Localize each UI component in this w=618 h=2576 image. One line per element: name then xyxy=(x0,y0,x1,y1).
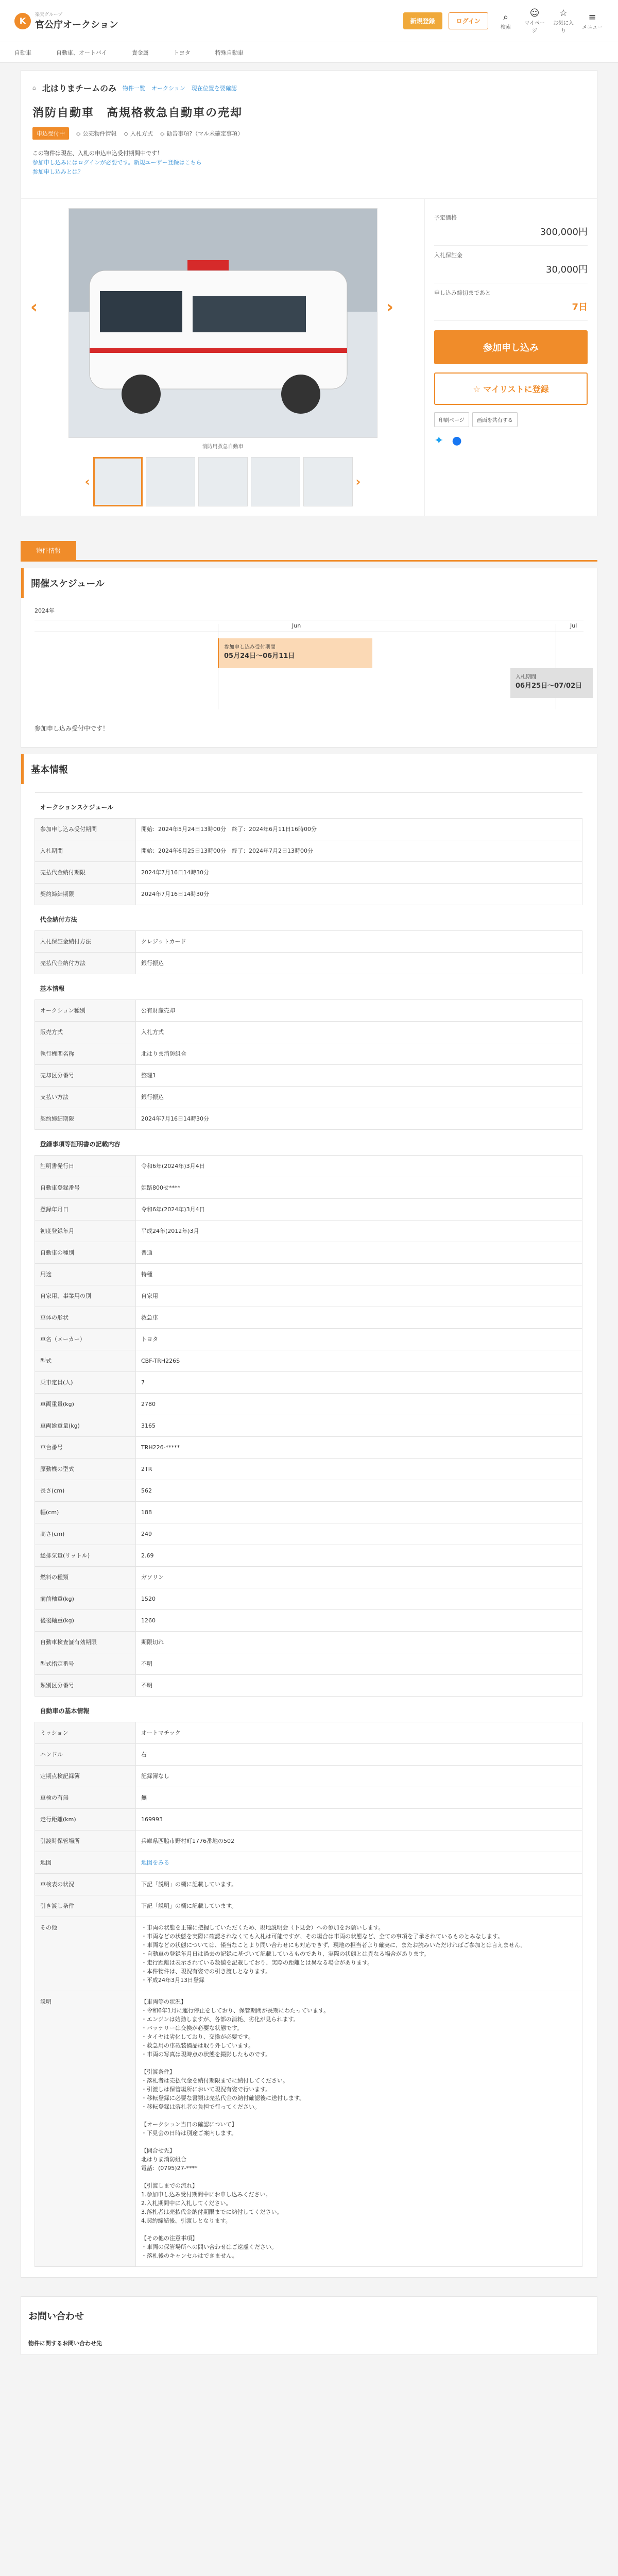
schedule-note: 参加申し込み受付中です！ xyxy=(35,725,109,732)
table-key: 車体の形状 xyxy=(35,1307,136,1329)
table-group-label: オークションスケジュール xyxy=(35,793,582,819)
table-value: ・車両の状態を正確に把握していただくため、現地説明会（下見会）への参加をお願いします。 ・車両などの状態を実際に確認されなくても入札は可能ですが、その場合は車両の状態など、全ての事項を了承されているものとみなします。 ・車両などの状態については、僅当なことより問い合わせにも対応できず、現地の担当者より確実に、またお読みいただければご参加とは言えません。 ・自動車の登録年月日は過去の記録に基づいて記載しているものであり、実際の状態とは異なる場合があります。 ・走行距離は表示されている数値を記載しており、実際の距離とは異なる場合があります。 ・本件物件は、現況有姿での引き渡しとなります。 ・平成24年3月13日登録 xyxy=(136,1917,582,1991)
table-row xyxy=(35,1264,582,1285)
table-key: 定期点検記録簿 xyxy=(35,1766,136,1787)
table-key: 自家用、事業用の別 xyxy=(35,1285,136,1307)
apply-button[interactable]: 参加申し込み xyxy=(434,330,588,364)
table-key: 型式 xyxy=(35,1350,136,1372)
table-key: オークション種別 xyxy=(35,1000,136,1022)
table-key: 証明書発行日 xyxy=(35,1156,136,1177)
table-value: 姫路800せ**** xyxy=(136,1177,582,1199)
table-key: 契約締結期限 xyxy=(35,884,136,905)
table-row xyxy=(35,840,582,862)
thumbnail[interactable] xyxy=(198,457,248,506)
table-key: 後後軸重(kg) xyxy=(35,1610,136,1632)
table-key: 販売方式 xyxy=(35,1022,136,1043)
table-value: 平成24年(2012年)3月 xyxy=(136,1221,582,1242)
thumbnail[interactable] xyxy=(251,457,300,506)
next-arrow-icon[interactable]: › xyxy=(386,297,393,317)
table-key: 車名（メーカー） xyxy=(35,1329,136,1350)
table-row xyxy=(35,1895,582,1917)
table-key: 入札期間 xyxy=(35,840,136,862)
table-value: 無 xyxy=(136,1787,582,1809)
table-key: 長さ(cm) xyxy=(35,1480,136,1502)
site-logo[interactable] xyxy=(14,11,118,31)
table-value: 2TR xyxy=(136,1459,582,1480)
month-label: Jul xyxy=(570,622,577,629)
tab-item-info[interactable]: 物件情報 xyxy=(21,541,76,560)
tag-row xyxy=(32,127,586,140)
table-row xyxy=(35,1480,582,1502)
table-row xyxy=(35,1087,582,1108)
table-row xyxy=(35,1766,582,1787)
table-row xyxy=(35,862,582,884)
table-key: 参加申し込み受付期間 xyxy=(35,819,136,840)
table-key: 走行距離(km) xyxy=(35,1809,136,1831)
table-key: 燃料の種類 xyxy=(35,1567,136,1588)
table-row xyxy=(35,1108,582,1130)
table-value: 銀行振込 xyxy=(136,1087,582,1108)
table-key: 売払代金納付方法 xyxy=(35,953,136,974)
login-button[interactable]: ログイン xyxy=(449,12,488,29)
table-row xyxy=(35,1415,582,1437)
table-key: 引き渡し条件 xyxy=(35,1895,136,1917)
table-value: 2024年7月16日14時30分 xyxy=(136,884,582,905)
bid-period-bar: 入札期間 06月25日～07/02日 xyxy=(510,668,593,698)
table-key: 高さ(cm) xyxy=(35,1523,136,1545)
search-icon: ⌕ xyxy=(503,11,509,23)
org-name[interactable]: 北はりまチームのみ xyxy=(42,83,116,93)
table-key: 型式指定番号 xyxy=(35,1653,136,1675)
table-value: 2.69 xyxy=(136,1545,582,1567)
table-value: トヨタ xyxy=(136,1329,582,1350)
check-icon: ◇ xyxy=(124,130,128,137)
price-panel xyxy=(425,199,597,516)
table-row xyxy=(35,1831,582,1852)
nav-item[interactable]: 自動車、オートバイ xyxy=(56,49,107,56)
table-value: 北はりま消防組合 xyxy=(136,1043,582,1065)
table-key: 説明 xyxy=(35,1991,136,2267)
nav-item[interactable]: 貴金属 xyxy=(131,49,149,56)
table-group-label: 登録事項等証明書の記載内容 xyxy=(35,1130,582,1156)
thumbnail[interactable] xyxy=(93,457,143,506)
star-icon: ☆ xyxy=(559,8,568,19)
menu-tool[interactable]: ≡ メニュー xyxy=(582,11,603,30)
month-label: Jun xyxy=(292,622,301,629)
table-value: 整理1 xyxy=(136,1065,582,1087)
table-value: ガソリン xyxy=(136,1567,582,1588)
table-row xyxy=(35,1022,582,1043)
table-key: 車両重量(kg) xyxy=(35,1394,136,1415)
table-value: 7 xyxy=(136,1372,582,1394)
table-value: 期限切れ xyxy=(136,1632,582,1653)
share-screen-button[interactable]: 画面を共有する xyxy=(472,412,518,427)
inquiry-title: お問い合わせ xyxy=(28,2311,84,2322)
table-value: 249 xyxy=(136,1523,582,1545)
table-row xyxy=(35,1722,582,1744)
notice-login-link[interactable]: 参加申し込みにはログインが必要です。新規ユーザー登録はこちら xyxy=(32,159,202,166)
table-key: 車検表の状況 xyxy=(35,1874,136,1895)
facebook-icon[interactable]: ● xyxy=(452,434,462,447)
tag-item: ◇ 公売物件情報 xyxy=(76,130,117,137)
table-key: 原動機の型式 xyxy=(35,1459,136,1480)
table-row xyxy=(35,1221,582,1242)
logo-name: 官公庁オークション xyxy=(35,20,118,30)
tag-item: ◇ 勧告事項?（マル未確定事項） xyxy=(160,130,244,137)
table-value: 2780 xyxy=(136,1394,582,1415)
register-button[interactable]: 新規登録 xyxy=(403,12,442,29)
table-value: 2024年7月16日14時30分 xyxy=(136,1108,582,1130)
notice-line: この物件は現在、入札の申込申込受付期間中です！ xyxy=(32,150,163,157)
breadcrumb xyxy=(32,82,586,94)
table-key: 用途 xyxy=(35,1264,136,1285)
thumbnail-strip xyxy=(30,457,415,506)
table-value: 1260 xyxy=(136,1610,582,1632)
table-row xyxy=(35,1567,582,1588)
notice xyxy=(32,149,586,177)
status-badge: 申込受付中 xyxy=(32,127,69,140)
table-row xyxy=(35,1065,582,1087)
table-row xyxy=(35,1307,582,1329)
table-key: 引渡時保管場所 xyxy=(35,1831,136,1852)
table-row xyxy=(35,1329,582,1350)
schedule-section xyxy=(21,568,597,748)
table-row xyxy=(35,1588,582,1610)
table-value: 令和6年(2024年)3月4日 xyxy=(136,1199,582,1221)
pin-icon: ⌂ xyxy=(32,84,36,91)
ambulance-photo-icon xyxy=(69,209,377,438)
table-key: 地図 xyxy=(35,1852,136,1874)
table-row xyxy=(35,1545,582,1567)
table-value: 開始：2024年5月24日13時00分 終了：2024年6月11日16時00分 xyxy=(136,819,582,840)
table-value: 公有財産売却 xyxy=(136,1000,582,1022)
table-key: 執行機関名称 xyxy=(35,1043,136,1065)
person-icon: ☺ xyxy=(529,8,540,19)
price-row: 入札保証金 30,000円 xyxy=(434,246,588,283)
table-row xyxy=(35,974,582,1000)
schedule-year: 2024年 xyxy=(35,607,55,614)
table-row xyxy=(35,1130,582,1156)
table-key: 登録年月日 xyxy=(35,1199,136,1221)
table-key: 類別区分番号 xyxy=(35,1675,136,1697)
mypage-tool[interactable]: ☺ マイページ xyxy=(523,8,546,34)
table-row xyxy=(35,1156,582,1177)
table-row xyxy=(35,1285,582,1307)
table-row xyxy=(35,1242,582,1264)
check-icon: ◇ xyxy=(76,130,81,137)
table-row xyxy=(35,1653,582,1675)
crumb-list[interactable]: 物件一覧 xyxy=(123,84,145,92)
inquiry-section xyxy=(21,2296,597,2355)
table-key: 車検の有無 xyxy=(35,1787,136,1809)
table-key: 売払代金納付期限 xyxy=(35,862,136,884)
table-row xyxy=(35,1675,582,1697)
nav-item[interactable]: 自動車 xyxy=(14,49,31,56)
top-bar xyxy=(0,0,618,42)
crumb-auction[interactable]: オークション xyxy=(151,84,185,92)
check-icon: ◇ xyxy=(160,130,165,137)
table-value: 特種 xyxy=(136,1264,582,1285)
table-value: 下記「説明」の欄に記載しています。 xyxy=(136,1874,582,1895)
table-row xyxy=(35,1000,582,1022)
thumb-next-icon[interactable]: › xyxy=(355,474,361,489)
star-icon: ☆ xyxy=(473,384,484,394)
table-row xyxy=(35,1437,582,1459)
table-row xyxy=(35,1177,582,1199)
table-key: 車両総重量(kg) xyxy=(35,1415,136,1437)
table-row xyxy=(35,1199,582,1221)
table-value: 自家用 xyxy=(136,1285,582,1307)
crumb-location[interactable]: 現在位置を要確認 xyxy=(191,84,237,92)
menu-icon: ≡ xyxy=(588,11,596,23)
table-row xyxy=(35,1744,582,1766)
table-key: 自動車登録番号 xyxy=(35,1177,136,1199)
table-value: 開始：2024年6月25日13時00分 終了：2024年7月2日13時00分 xyxy=(136,840,582,862)
table-value: 188 xyxy=(136,1502,582,1523)
page-title: 消防自動車 高規格救急自動車の売却 xyxy=(32,107,243,120)
table-row xyxy=(35,1697,582,1722)
table-value: 右 xyxy=(136,1744,582,1766)
table-key: ハンドル xyxy=(35,1744,136,1766)
table-group-label: 自動車の基本情報 xyxy=(35,1697,582,1722)
table-key: 総排気量(リットル) xyxy=(35,1545,136,1567)
table-value: 不明 xyxy=(136,1675,582,1697)
table-value: クレジットカード xyxy=(136,931,582,953)
table-value: 2024年7月16日14時30分 xyxy=(136,862,582,884)
table-key: 契約締結期限 xyxy=(35,1108,136,1130)
table-value: 入札方式 xyxy=(136,1022,582,1043)
section-title: 開催スケジュール xyxy=(21,568,597,598)
table-row xyxy=(35,793,582,819)
table-row xyxy=(35,1787,582,1809)
table-key: 乗車定員(人) xyxy=(35,1372,136,1394)
table-row xyxy=(35,1394,582,1415)
table-value: 救急車 xyxy=(136,1307,582,1329)
tag-item: ◇ 入札方式 xyxy=(124,130,153,137)
thumbnail[interactable] xyxy=(303,457,353,506)
table-value: 下記「説明」の欄に記載しています。 xyxy=(136,1895,582,1917)
table-value: 1520 xyxy=(136,1588,582,1610)
table-row xyxy=(35,1372,582,1394)
table-value[interactable]: 地図をみる xyxy=(136,1852,582,1874)
table-value: TRH226-***** xyxy=(136,1437,582,1459)
logo-mark-icon: K xyxy=(14,13,31,29)
table-key: 幅(cm) xyxy=(35,1502,136,1523)
table-key: 支払い方法 xyxy=(35,1087,136,1108)
schedule-timeline xyxy=(35,606,583,709)
table-value: 記録簿なし xyxy=(136,1766,582,1787)
favorites-tool[interactable]: ☆ お気に入り xyxy=(553,8,574,34)
table-row xyxy=(35,931,582,953)
table-value: 兵庫県西脇市野村町1776番地の502 xyxy=(136,1831,582,1852)
nav-item[interactable]: 特殊自動車 xyxy=(215,49,244,56)
table-value: 普通 xyxy=(136,1242,582,1264)
photo-caption: 消防用救急自動車 xyxy=(202,444,244,450)
table-key: 車台番号 xyxy=(35,1437,136,1459)
table-row xyxy=(35,1632,582,1653)
basic-info-table xyxy=(35,792,582,2267)
inquiry-subtitle: 物件に関するお問い合わせ先 xyxy=(28,2340,102,2347)
table-key: 売却区分番号 xyxy=(35,1065,136,1087)
table-value: CBF-TRH226S xyxy=(136,1350,582,1372)
image-gallery xyxy=(21,199,425,516)
table-value: オートマチック xyxy=(136,1722,582,1744)
table-group-label: 代金納付方法 xyxy=(35,905,582,931)
table-row xyxy=(35,1852,582,1874)
search-tool[interactable]: ⌕ 検索 xyxy=(494,12,517,30)
table-row xyxy=(35,1502,582,1523)
price-row: 予定価格 300,000円 xyxy=(434,208,588,246)
table-row xyxy=(35,905,582,931)
table-row xyxy=(35,884,582,905)
table-row xyxy=(35,1459,582,1480)
print-button[interactable]: 印刷ページ xyxy=(434,412,469,427)
table-value: 169993 xyxy=(136,1809,582,1831)
table-row xyxy=(35,1043,582,1065)
main-photo[interactable] xyxy=(68,208,377,438)
tab-bar xyxy=(21,541,597,562)
table-key: 前前軸重(kg) xyxy=(35,1588,136,1610)
watchlist-button[interactable]: ☆ マイリストに登録 xyxy=(434,372,588,405)
table-value: 不明 xyxy=(136,1653,582,1675)
table-key: 自動車の種別 xyxy=(35,1242,136,1264)
table-row xyxy=(35,1874,582,1895)
table-row xyxy=(35,1350,582,1372)
table-row xyxy=(35,1917,582,1991)
table-row xyxy=(35,1809,582,1831)
table-value: 令和6年(2024年)3月4日 xyxy=(136,1156,582,1177)
price-row: 申し込み締切まであと 7日 xyxy=(434,283,588,321)
table-value: 562 xyxy=(136,1480,582,1502)
table-row xyxy=(35,1991,582,2267)
item-card xyxy=(21,70,597,516)
application-period-bar: 参加申し込み受付期間 05月24日～06月11日 xyxy=(218,638,372,668)
table-value: 3165 xyxy=(136,1415,582,1437)
twitter-icon[interactable]: ✦ xyxy=(434,434,444,447)
table-key: 初度登録年月 xyxy=(35,1221,136,1242)
table-row xyxy=(35,819,582,840)
table-key: その他 xyxy=(35,1917,136,1991)
table-key: ミッション xyxy=(35,1722,136,1744)
table-group-label: 基本情報 xyxy=(35,974,582,1000)
table-row xyxy=(35,1523,582,1545)
thumb-prev-icon[interactable]: ‹ xyxy=(84,474,90,489)
table-key: 入札保証金納付方法 xyxy=(35,931,136,953)
notice-help-link[interactable]: 参加申し込みとは？ xyxy=(32,168,83,175)
table-row xyxy=(35,1610,582,1632)
table-row xyxy=(35,953,582,974)
table-value: 銀行振込 xyxy=(136,953,582,974)
table-value: 【車両等の状況】 ・令和6年1月に運行停止をしており、保管期間が長期にわたっています。 ・エンジンは始動しますが、各部の消耗、劣化が見られます。 ・バッテリーは交換が必要な状態です。 ・タイヤは劣化しており、交換が必要です。 ・救急用の車載装備品は取り外しています。 ・車両の写真は現時点の状態を撮影したものです。 【引渡条件】 ・落札者は売払代金を納付期限までに納付してください。 ・引渡しは保管場所において現況有姿で行います。 ・移転登録に必要な書類は売払代金の納付確認後に送付します。 ・移転登録は落札者の負担で行ってください。 【オークション当日の確認について】 ・下見会の日時は別途ご案内します。 【問合せ先】 北はりま消防組合 電話：(0795)27-**** 【引渡しまでの流れ】 1.参加申し込み受付期間中にお申し込みください。 2.入札期間中に入札してください。 3.落札者は売払代金納付期限までに納付してください。 4.契約締結後、引渡しとなります。 【その他の注意事項】 ・車両の保管場所への問い合わせはご遠慮ください。 ・落札後のキャンセルはできません。 xyxy=(136,1991,582,2267)
category-nav xyxy=(0,42,618,63)
basic-info-section xyxy=(21,754,597,2278)
nav-item[interactable]: トヨタ xyxy=(173,49,191,56)
section-title: 基本情報 xyxy=(21,754,597,784)
table-key: 自動車検査証有効期限 xyxy=(35,1632,136,1653)
logo-small: 楽天グループ xyxy=(35,12,63,18)
prev-arrow-icon[interactable]: ‹ xyxy=(30,297,38,317)
thumbnail[interactable] xyxy=(146,457,195,506)
